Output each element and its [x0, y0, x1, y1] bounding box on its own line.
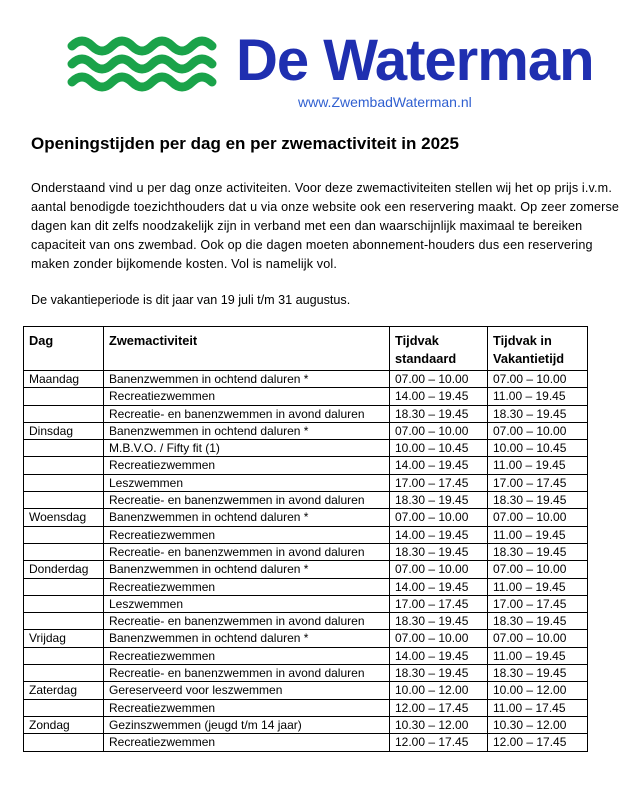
- cell-activity: Recreatiezwemmen: [104, 647, 390, 664]
- cell-standard: 18.30 – 19.45: [390, 665, 488, 682]
- table-row: [24, 561, 588, 578]
- table-row: [24, 734, 588, 751]
- cell-activity: Banenzwemmen in ochtend daluren *: [104, 561, 390, 578]
- logo: [66, 22, 594, 114]
- header-standard-text: Tijdvak standaard: [395, 333, 457, 366]
- cell-standard: 17.00 – 17.45: [390, 595, 488, 612]
- table-row: [24, 682, 588, 699]
- website-url[interactable]: www.ZwembadWaterman.nl: [298, 94, 472, 110]
- cell-holiday: 11.00 – 19.45: [488, 457, 588, 474]
- cell-standard: 14.00 – 19.45: [390, 526, 488, 543]
- cell-day: [24, 526, 104, 543]
- cell-holiday: 17.00 – 17.45: [488, 474, 588, 491]
- header-holiday: [488, 327, 588, 371]
- table-row: [24, 422, 588, 439]
- table-row: [24, 474, 588, 491]
- header-standard: [390, 327, 488, 371]
- cell-holiday: 12.00 – 17.45: [488, 734, 588, 751]
- cell-day: [24, 647, 104, 664]
- vacation-period-text: De vakantieperiode is dit jaar van 19 juli t/m 31 augustus.: [31, 293, 351, 307]
- cell-holiday: 11.00 – 17.45: [488, 699, 588, 716]
- table-row: [24, 440, 588, 457]
- cell-day: Dinsdag: [24, 422, 104, 439]
- cell-day: [24, 388, 104, 405]
- table-row: [24, 630, 588, 647]
- cell-day: [24, 492, 104, 509]
- cell-day: [24, 665, 104, 682]
- table-row: [24, 647, 588, 664]
- table-row: [24, 716, 588, 733]
- cell-activity: Recreatiezwemmen: [104, 526, 390, 543]
- cell-standard: 07.00 – 10.00: [390, 630, 488, 647]
- cell-holiday: 18.30 – 19.45: [488, 543, 588, 560]
- cell-standard: 14.00 – 19.45: [390, 647, 488, 664]
- header-activity: Zwemactiviteit: [104, 327, 390, 371]
- cell-activity: Recreatiezwemmen: [104, 578, 390, 595]
- cell-holiday: 18.30 – 19.45: [488, 492, 588, 509]
- cell-standard: 07.00 – 10.00: [390, 371, 488, 388]
- cell-day: Maandag: [24, 371, 104, 388]
- cell-holiday: 07.00 – 10.00: [488, 422, 588, 439]
- cell-activity: Recreatie- en banenzwemmen in avond daluren: [104, 543, 390, 560]
- cell-day: Vrijdag: [24, 630, 104, 647]
- table-row: [24, 509, 588, 526]
- table-header-row: [24, 327, 588, 371]
- cell-standard: 14.00 – 19.45: [390, 388, 488, 405]
- cell-holiday: 11.00 – 19.45: [488, 647, 588, 664]
- cell-standard: 07.00 – 10.00: [390, 509, 488, 526]
- intro-paragraph: [31, 179, 627, 274]
- cell-holiday: 10.00 – 12.00: [488, 682, 588, 699]
- intro-text: Onderstaand vind u per dag onze activiteiten. Voor deze zwemactiviteiten stellen wij het op prijs i.v.m. aantal benodigde toezichthouders dat u via onze website ook een reservering maakt. Op zeer zomerse dagen kan dit zelfs noodzakelijk zijn in verband met een dan waarschijnlijk maximaal te bereiken capaciteit van ons zwembad. Ook op die dagen moeten abonnement-houders dus een reservering maken zonder bijkomende kosten. Vol is namelijk vol.: [31, 181, 620, 271]
- cell-standard: 12.00 – 17.45: [390, 699, 488, 716]
- cell-day: Zaterdag: [24, 682, 104, 699]
- cell-activity: Banenzwemmen in ochtend daluren *: [104, 630, 390, 647]
- table-row: [24, 699, 588, 716]
- cell-day: [24, 543, 104, 560]
- cell-day: [24, 457, 104, 474]
- cell-day: [24, 613, 104, 630]
- cell-activity: M.B.V.O. / Fifty fit (1): [104, 440, 390, 457]
- table-row: [24, 405, 588, 422]
- cell-day: [24, 405, 104, 422]
- cell-standard: 18.30 – 19.45: [390, 492, 488, 509]
- schedule-table: [23, 326, 588, 752]
- cell-activity: Gereserveerd voor leszwemmen: [104, 682, 390, 699]
- table-row: [24, 388, 588, 405]
- cell-day: [24, 440, 104, 457]
- cell-standard: 18.30 – 19.45: [390, 543, 488, 560]
- cell-holiday: 18.30 – 19.45: [488, 405, 588, 422]
- cell-holiday: 10.00 – 10.45: [488, 440, 588, 457]
- cell-standard: 10.00 – 10.45: [390, 440, 488, 457]
- waves-logo-icon: [66, 34, 226, 94]
- cell-activity: Banenzwemmen in ochtend daluren *: [104, 509, 390, 526]
- table-row: [24, 578, 588, 595]
- cell-holiday: 18.30 – 19.45: [488, 665, 588, 682]
- cell-standard: 10.30 – 12.00: [390, 716, 488, 733]
- page-title: Openingstijden per dag en per zwemactiviteit in 2025: [31, 134, 459, 153]
- cell-holiday: 07.00 – 10.00: [488, 630, 588, 647]
- cell-standard: 12.00 – 17.45: [390, 734, 488, 751]
- table-row: [24, 492, 588, 509]
- cell-day: [24, 734, 104, 751]
- cell-activity: Leszwemmen: [104, 474, 390, 491]
- cell-day: Donderdag: [24, 561, 104, 578]
- cell-day: [24, 474, 104, 491]
- cell-activity: Leszwemmen: [104, 595, 390, 612]
- cell-standard: 18.30 – 19.45: [390, 405, 488, 422]
- cell-activity: Recreatie- en banenzwemmen in avond daluren: [104, 665, 390, 682]
- table-row: [24, 371, 588, 388]
- cell-holiday: 07.00 – 10.00: [488, 509, 588, 526]
- table-row: [24, 543, 588, 560]
- cell-activity: Banenzwemmen in ochtend daluren *: [104, 371, 390, 388]
- cell-standard: 07.00 – 10.00: [390, 422, 488, 439]
- cell-activity: Recreatiezwemmen: [104, 457, 390, 474]
- cell-day: [24, 595, 104, 612]
- cell-standard: 10.00 – 12.00: [390, 682, 488, 699]
- cell-day: Woensdag: [24, 509, 104, 526]
- table-row: [24, 457, 588, 474]
- table-row: [24, 526, 588, 543]
- cell-holiday: 11.00 – 19.45: [488, 526, 588, 543]
- table-row: [24, 595, 588, 612]
- cell-standard: 18.30 – 19.45: [390, 613, 488, 630]
- cell-holiday: 10.30 – 12.00: [488, 716, 588, 733]
- cell-day: Zondag: [24, 716, 104, 733]
- cell-activity: Recreatie- en banenzwemmen in avond daluren: [104, 492, 390, 509]
- cell-day: [24, 578, 104, 595]
- cell-activity: Gezinszwemmen (jeugd t/m 14 jaar): [104, 716, 390, 733]
- cell-activity: Recreatie- en banenzwemmen in avond daluren: [104, 613, 390, 630]
- header-day: Dag: [24, 327, 104, 371]
- cell-standard: 14.00 – 19.45: [390, 578, 488, 595]
- cell-holiday: 11.00 – 19.45: [488, 578, 588, 595]
- table-row: [24, 665, 588, 682]
- cell-holiday: 18.30 – 19.45: [488, 613, 588, 630]
- cell-activity: Recreatiezwemmen: [104, 699, 390, 716]
- brand-name: De Waterman: [236, 28, 594, 93]
- cell-activity: Banenzwemmen in ochtend daluren *: [104, 422, 390, 439]
- cell-holiday: 07.00 – 10.00: [488, 371, 588, 388]
- cell-activity: Recreatiezwemmen: [104, 734, 390, 751]
- table-row: [24, 613, 588, 630]
- cell-standard: 14.00 – 19.45: [390, 457, 488, 474]
- cell-standard: 17.00 – 17.45: [390, 474, 488, 491]
- cell-holiday: 17.00 – 17.45: [488, 595, 588, 612]
- cell-standard: 07.00 – 10.00: [390, 561, 488, 578]
- header-holiday-text: Tijdvak in Vakantietijd: [493, 333, 565, 366]
- cell-day: [24, 699, 104, 716]
- cell-holiday: 11.00 – 19.45: [488, 388, 588, 405]
- cell-activity: Recreatiezwemmen: [104, 388, 390, 405]
- cell-activity: Recreatie- en banenzwemmen in avond daluren: [104, 405, 390, 422]
- cell-holiday: 07.00 – 10.00: [488, 561, 588, 578]
